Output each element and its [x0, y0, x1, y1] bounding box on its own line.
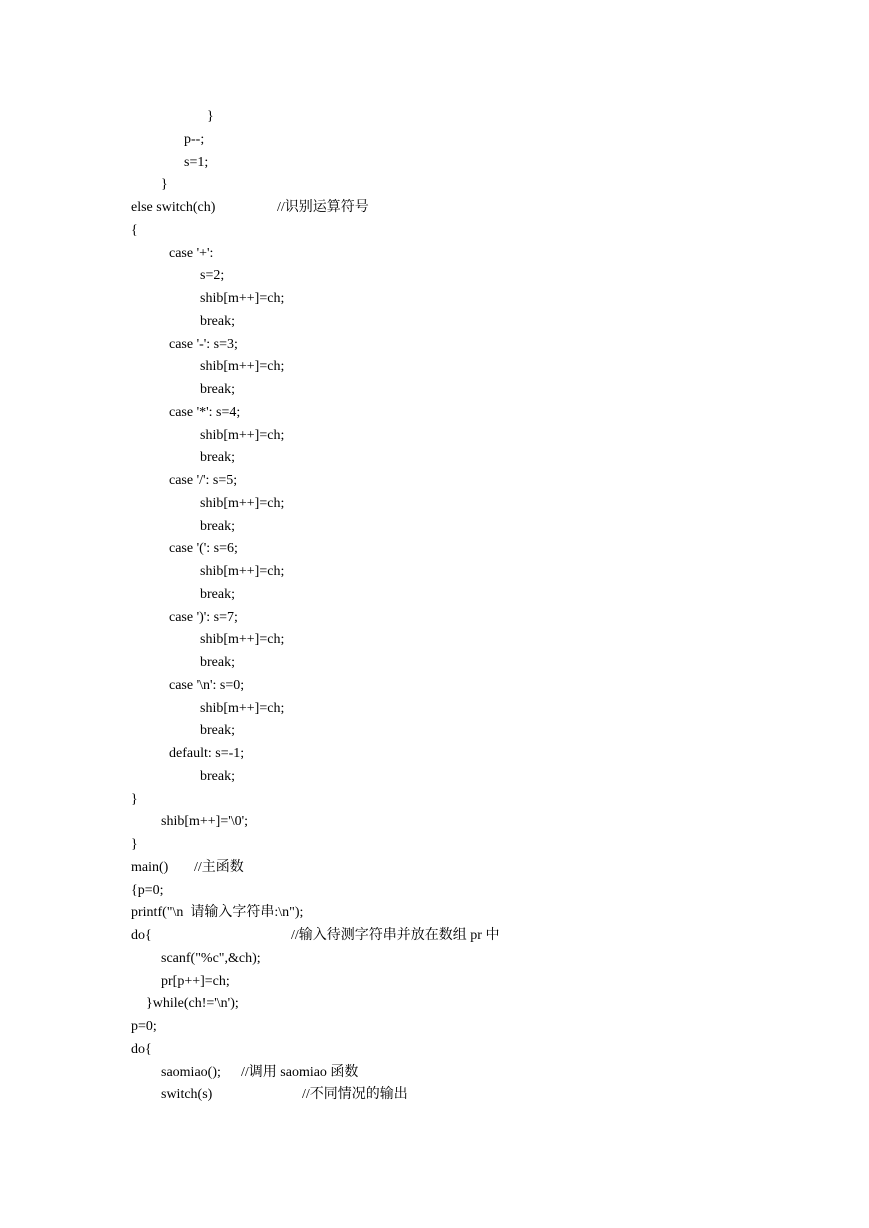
code-line [0, 857, 869, 880]
code-line [0, 106, 869, 129]
code-text: break; [200, 313, 235, 329]
code-line [0, 129, 869, 152]
code-line [0, 834, 869, 857]
code-line [0, 402, 869, 425]
code-text: case ')': s=7; [169, 609, 238, 625]
code-text: scanf("%c",&ch); [161, 950, 261, 966]
code-listing [0, 106, 869, 1107]
code-text: shib[m++]=ch; [200, 291, 285, 306]
code-line [0, 265, 869, 288]
code-line [0, 220, 869, 243]
code-text: break; [200, 723, 235, 739]
code-line [0, 743, 869, 766]
code-text: } [207, 109, 214, 124]
code-text: s=2; [200, 268, 225, 284]
code-line [0, 1062, 869, 1085]
code-text: shib[m++]=ch; [200, 564, 285, 579]
code-line [0, 607, 869, 630]
code-line [0, 243, 869, 266]
code-line [0, 493, 869, 516]
code-line [0, 629, 869, 652]
code-text: p=0; [131, 1019, 157, 1034]
code-comment: //调用 saomiao 函数 [241, 1064, 359, 1080]
code-text: main() [131, 859, 169, 875]
code-text: else switch(ch) [131, 200, 216, 215]
code-line [0, 1039, 869, 1062]
code-line [0, 152, 869, 175]
code-line [0, 652, 869, 675]
code-text: shib[m++]='\0'; [161, 814, 249, 830]
code-line [0, 379, 869, 402]
code-line [0, 789, 869, 812]
code-line [0, 993, 869, 1016]
code-line [0, 948, 869, 971]
code-line [0, 470, 869, 493]
code-line [0, 720, 869, 743]
code-line [0, 311, 869, 334]
code-comment: //识别运算符号 [277, 200, 369, 215]
code-line [0, 174, 869, 197]
code-text: } [161, 177, 168, 193]
code-line [0, 561, 869, 584]
code-line [0, 1084, 869, 1107]
code-line [0, 356, 869, 379]
code-comment: //主函数 [194, 859, 244, 875]
code-line [0, 902, 869, 925]
code-line [0, 698, 869, 721]
code-comment: //不同情况的输出 [302, 1087, 408, 1103]
code-text: case '*': s=4; [169, 404, 241, 420]
code-text: saomiao(); [161, 1064, 221, 1080]
code-text: p--; [184, 131, 205, 147]
code-text: do{ [131, 1041, 152, 1057]
code-line [0, 197, 869, 220]
code-text: case '+': [169, 245, 214, 261]
code-line [0, 1016, 869, 1039]
code-text: case '(': s=6; [169, 541, 238, 557]
code-line [0, 288, 869, 311]
code-line [0, 880, 869, 903]
code-line [0, 925, 869, 948]
code-line [0, 584, 869, 607]
code-text: break; [200, 382, 235, 397]
code-text: }while(ch!='\n'); [146, 996, 239, 1012]
code-line [0, 538, 869, 561]
code-line [0, 766, 869, 789]
code-line [0, 334, 869, 357]
code-text: shib[m++]=ch; [200, 700, 285, 716]
code-text: break; [200, 586, 235, 602]
code-text: do{ [131, 928, 152, 943]
code-text: s=1; [184, 154, 209, 170]
code-text: shib[m++]=ch; [200, 495, 285, 511]
code-text: { [131, 222, 138, 238]
code-text: break; [200, 655, 235, 670]
code-text: pr[p++]=ch; [161, 973, 230, 989]
code-line [0, 425, 869, 448]
code-line [0, 811, 869, 834]
code-text: shib[m++]=ch; [200, 359, 285, 375]
code-text: printf("\n 请输入字符串:\n"); [131, 905, 304, 921]
code-text: shib[m++]=ch; [200, 427, 285, 443]
code-text: {p=0; [131, 882, 164, 898]
code-text: } [131, 791, 138, 807]
code-text: break; [200, 518, 235, 534]
code-text: break; [200, 450, 235, 466]
code-text: case '/': s=5; [169, 473, 238, 488]
code-line [0, 516, 869, 539]
code-comment: //输入待测字符串并放在数组 pr 中 [291, 928, 500, 943]
code-line [0, 675, 869, 698]
code-text: default: s=-1; [169, 746, 245, 761]
code-text: case '-': s=3; [169, 336, 238, 352]
code-text: } [131, 837, 138, 852]
code-text: shib[m++]=ch; [200, 632, 285, 648]
code-text: break; [200, 768, 235, 784]
code-text: case '\n': s=0; [169, 677, 245, 693]
code-line [0, 447, 869, 470]
code-text: switch(s) [161, 1087, 213, 1103]
code-line [0, 971, 869, 994]
